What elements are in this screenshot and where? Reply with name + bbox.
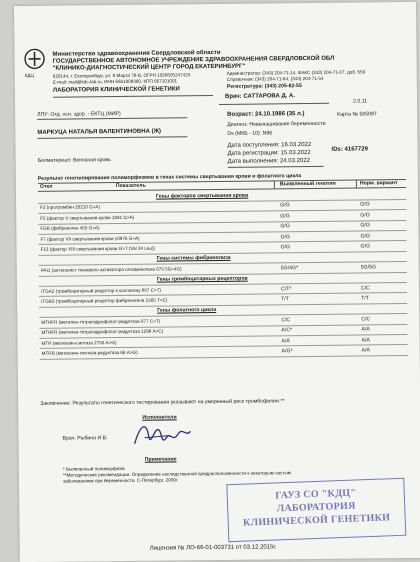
genotype-value: A/A: [281, 337, 290, 344]
group-title: Гены тромбоцитарных рецепторов: [156, 275, 248, 283]
lab-report-page: [14, 2, 420, 562]
lab-name: ЛАБОРАТОРИЯ КЛИНИЧЕСКОЙ ГЕНЕТИКИ: [52, 86, 180, 94]
norm-value: A/A: [361, 347, 371, 354]
indicator-name: F5 (фактор V свертывания крови 1691 G>A): [40, 214, 135, 221]
results-table: [38, 179, 408, 401]
license: Лицензия № ЛО-66-01-003731 от 03.12.2015г.: [149, 544, 277, 552]
card-number: Карта № 505097: [337, 111, 377, 118]
genotype-value: G/G: [280, 233, 290, 240]
genotype-value: G/G: [280, 202, 290, 209]
patient-age: Возраст: 24.10.1986 (35 л.): [227, 111, 305, 118]
indicator-name: MTR (метионин-синтаза 2756 A>G): [41, 339, 117, 346]
norm-value: T/T: [361, 295, 369, 302]
norm-value: C/C: [361, 316, 371, 323]
diagnosis: Диагноз: Невынашивание беременности: [227, 120, 326, 128]
conclusion: Заключение: Результаты генетического тестирования указывают на умеренный риск тромбофилии.**: [40, 398, 285, 407]
indicator-name: F13 (фактор XIII свертывания крови G>T (Val 34 Leu)): [40, 245, 156, 252]
genotype-value: T/T: [281, 296, 289, 303]
indicator-name: MTRR (метионин-синтаза-редуктаза 66 A>G): [41, 349, 138, 356]
norm-value: 5G/5G: [360, 264, 377, 271]
genotype-value: A/C*: [281, 327, 293, 334]
genotype-value: G/G: [280, 223, 290, 230]
norm-value: C/C: [360, 284, 370, 292]
org-address: 620144, г. Екатеринбург, ул. 8 Марта 78-В, ОГРН 1026605247425: [52, 72, 191, 79]
date-done: Дата выполнения: 24.03.2022: [227, 158, 311, 165]
indicator-name: ITGA2 (тромбоцитарный рецептор к коллагену 807 C>T): [40, 287, 162, 294]
norm-value: G/G: [360, 243, 371, 250]
indicator-name: F2 (протромбин 20210 G>A): [40, 204, 101, 211]
norm-value: G/G: [360, 232, 370, 240]
lab-stamp: [226, 478, 406, 542]
executors-label: Исполнители: [142, 414, 177, 421]
stamp-line-1: ГАУЗ СО "КДЦ": [275, 487, 357, 502]
org-phones-info: Справочная: (343) 204-71-64, (343) 204-71-54: [226, 75, 324, 82]
org-phones-admin: Администратор: (343) 204-71-14, ФАКС (343) 204-71-07, доб. 559: [226, 69, 366, 76]
org-center: "КЛИНИКО-ДИАГНОСТИЧЕСКИЙ ЦЕНТР ГОРОД ЕКАТЕРИНБУРГ": [52, 63, 246, 72]
indicator-name: PAI1 (антагонист тканевого активатора плазминогена 675 5G>4G): [40, 266, 182, 273]
norm-value: G/G: [360, 222, 370, 229]
indicator-name: MTHFR (метилен-тетрагидрофолат-редуктаза 677 C>T): [41, 318, 161, 325]
stamp-line-3: КЛИНИЧЕСКОЙ ГЕНЕТИКИ: [242, 512, 391, 529]
genotype-value: C/T*: [280, 285, 292, 292]
genotype-value: C/C: [281, 317, 291, 324]
signature-icon: [130, 417, 192, 454]
biomaterial: Биоматериал: Венозная кровь: [37, 157, 111, 164]
group-title: Гены системы фибринолиза: [156, 255, 231, 263]
doc-code: 2.0.11: [352, 98, 368, 105]
group-title: Гены фолатного цикла: [157, 307, 217, 315]
stamp-line-2: ЛАБОРАТОРИЯ: [276, 500, 356, 515]
indicator-name: FGB (фибриноген 455 G>A): [40, 225, 100, 232]
org-name: ГОСУДАРСТВЕННОЕ АВТОНОМНОЕ УЧРЕЖДЕНИЕ ЗДРАВООХРАНЕНИЯ СВЕРДЛОВСКОЙ ОБЛ: [52, 55, 335, 65]
genotype-value: A/G*: [281, 348, 293, 355]
col-header-deviation: Откл: [39, 183, 53, 190]
clinic-logo-icon: [22, 48, 46, 72]
diagnosis-code: Ds (МКБ - 10): N96: [227, 130, 273, 137]
indicator-name: F7 (фактор VII свертывания крови 10976 G>A): [40, 235, 140, 242]
indicator-name: ITGB3 (тромбоцитарный рецептор фибриногена 1565 T>C): [41, 297, 168, 304]
norm-value: G/G: [360, 212, 370, 219]
date-registered: Дата регистрации: 15.03.2022: [227, 150, 311, 157]
org-email: E-mail: mail@kdc-lab.ru, ИНН 6661008380, КПП 667101001: [52, 78, 178, 85]
group-title: Гены факторов свертывания крови: [155, 192, 249, 200]
col-header-norm: Норм. вариант: [359, 180, 398, 187]
date-sample: Дата поступления: 16.03.2022: [227, 142, 312, 149]
executor-name: Врач: Рыбина И.В.: [62, 435, 108, 442]
genotype-value: G/G: [280, 244, 291, 251]
note-reference-cont: заболеваниям при беременности. С-Петербург, 2009г.: [62, 477, 179, 484]
lpu: ЛПУ: Отд. осн. здор. - ЕКТЦ (МИР): [37, 110, 121, 118]
patient-name: МАРКУЦА НАТАЛЬЯ ВАЛЕНТИНОВНА (Ж): [37, 128, 162, 136]
ids: IDs: 4167729: [331, 146, 368, 153]
note-reference: **Методические рекомендации. Определение наследственной предрасположенности к некоторым частым: [62, 470, 291, 478]
indicator-name: MTHFR (метилен-тетрагидрофолат-редуктаза 1298 A>C): [41, 328, 164, 336]
norm-value: G/G: [360, 201, 370, 208]
norm-value: A/A: [361, 336, 370, 344]
org-ministry: Министерство здравоохранения Свердловской области: [52, 49, 221, 58]
table-title: Результат генотипирования полиморфизмов в генах системы свертывания крови и фолатного цикла: [37, 173, 302, 182]
org-phones-registry: Регистратура: (343) 205-82-55: [226, 83, 302, 90]
genotype-value: G/G: [280, 213, 290, 220]
logo-label: КДЦ: [24, 72, 34, 78]
note-polymorphism: * Выявленный полиморфизм: [62, 465, 125, 472]
notes-label: Примечание: [144, 456, 177, 463]
col-header-genotype: Выявленный генотип: [279, 180, 336, 188]
doctor-name: Врач: САТТАРОВА Д. А.: [224, 93, 296, 100]
norm-value: A/A: [361, 326, 370, 333]
genotype-value: 5G/4G*: [280, 264, 299, 272]
col-header-indicator: Показатель: [115, 182, 146, 190]
